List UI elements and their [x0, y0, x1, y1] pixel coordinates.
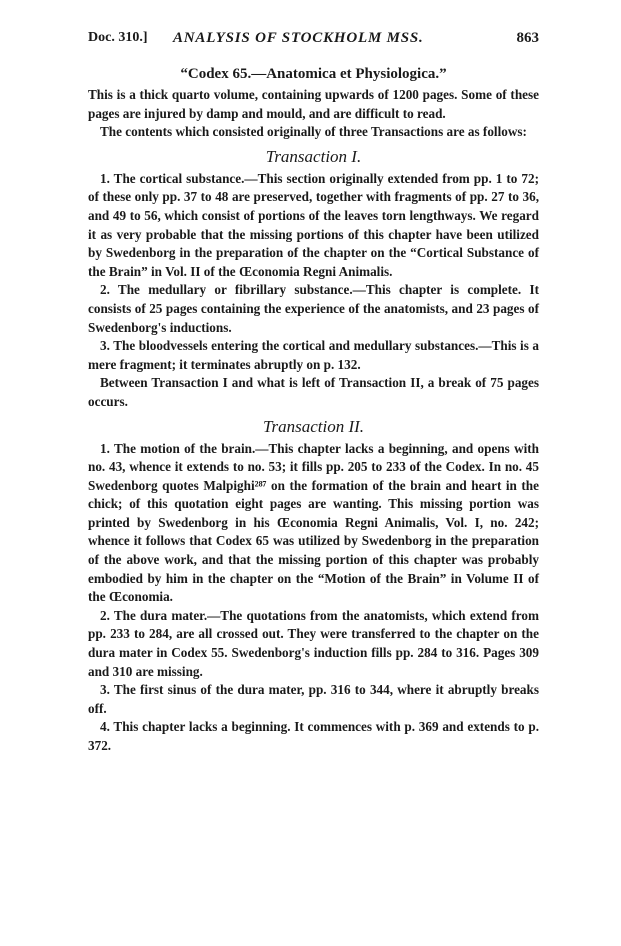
transaction-1-item-3: 3. The bloodvessels entering the cortical and medullary substances.—This is a mere fragment; it terminates abruptly on p. 132. — [88, 338, 539, 372]
transaction-2-item-3: 3. The first sinus of the dura mater, pp. 316 to 344, where it abruptly breaks off. — [88, 682, 539, 716]
transaction-2-item-2: 2. The dura mater.—The quotations from the anatomists, which extend from pp. 233 to 284, are all crossed out. They were transferred to the chapter on the dura mater in Codex 55. Swedenborg's induction fills pp. 284 to 316. Pages 309 and 310 are missing. — [88, 607, 539, 679]
transaction-1-item-1: 1. The cortical substance.—This section originally extended from pp. 1 to 72; of these only pp. 37 to 48 are preserved, together with fragments of pp. 27 to 36, and 49 to 56, which consist of portions of the leaves torn lengthways. We regard it as very probable that the missing portions of this chapter have been utilized by Swedenborg in the preparation of the chapter on the “Cortical Substance of the Brain” in Vol. II of the Œconomia Regni Animalis. — [88, 170, 539, 279]
page-number: 863 — [516, 30, 539, 46]
codex-title: “Codex 65.—Anatomica et Physiologica.” — [180, 66, 447, 82]
doc-number: Doc. 310.] — [88, 30, 148, 45]
transaction-2-item-1: 1. The motion of the brain.—This chapter lacks a beginning, and opens with no. 43, whence it extends to no. 53; it fills pp. 205 to 233 of the Codex. In no. 45 Swedenborg quotes Malpighi²⁸⁷ on the formation of the brain and heart in the chick; of this quotation eight pages are wanting. This missing portion was printed by Swedenborg in his Œconomia Regni Animalis, Vol. I, no. 242; whence it follows that Codex 65 was utilized by Swedenborg in the preparation of the above work, and that the missing portion of this chapter was probably embodied by him in the chapter on the “Motion of the Brain” in Volume II of the Œconomia. — [88, 440, 539, 605]
intro-paragraph-1: This is a thick quarto volume, containing upwards of 1200 pages. Some of these pages are injured by damp and mould, and are difficult to read. — [88, 87, 539, 121]
running-title: ANALYSIS OF STOCKHOLM MSS. — [173, 30, 424, 46]
running-header — [88, 30, 539, 50]
transaction-2-item-4: 4. This chapter lacks a beginning. It commences with p. 369 and extends to p. 372. — [88, 719, 539, 753]
transaction-2-heading: Transaction II. — [262, 416, 365, 436]
transaction-1-item-2: 2. The medullary or fibrillary substance.—This chapter is complete. It consists of 25 pages containing the experience of the anatomists, and 23 pages of Swedenborg's inductions. — [88, 282, 539, 335]
intro-paragraph-2: The contents which consisted originally of three Transactions are as follows: — [100, 124, 527, 140]
page-body — [88, 64, 539, 756]
transaction-1-heading: Transaction I. — [265, 146, 362, 166]
transaction-1-break-note: Between Transaction I and what is left of Transaction II, a break of 75 pages occurs. — [88, 375, 539, 409]
